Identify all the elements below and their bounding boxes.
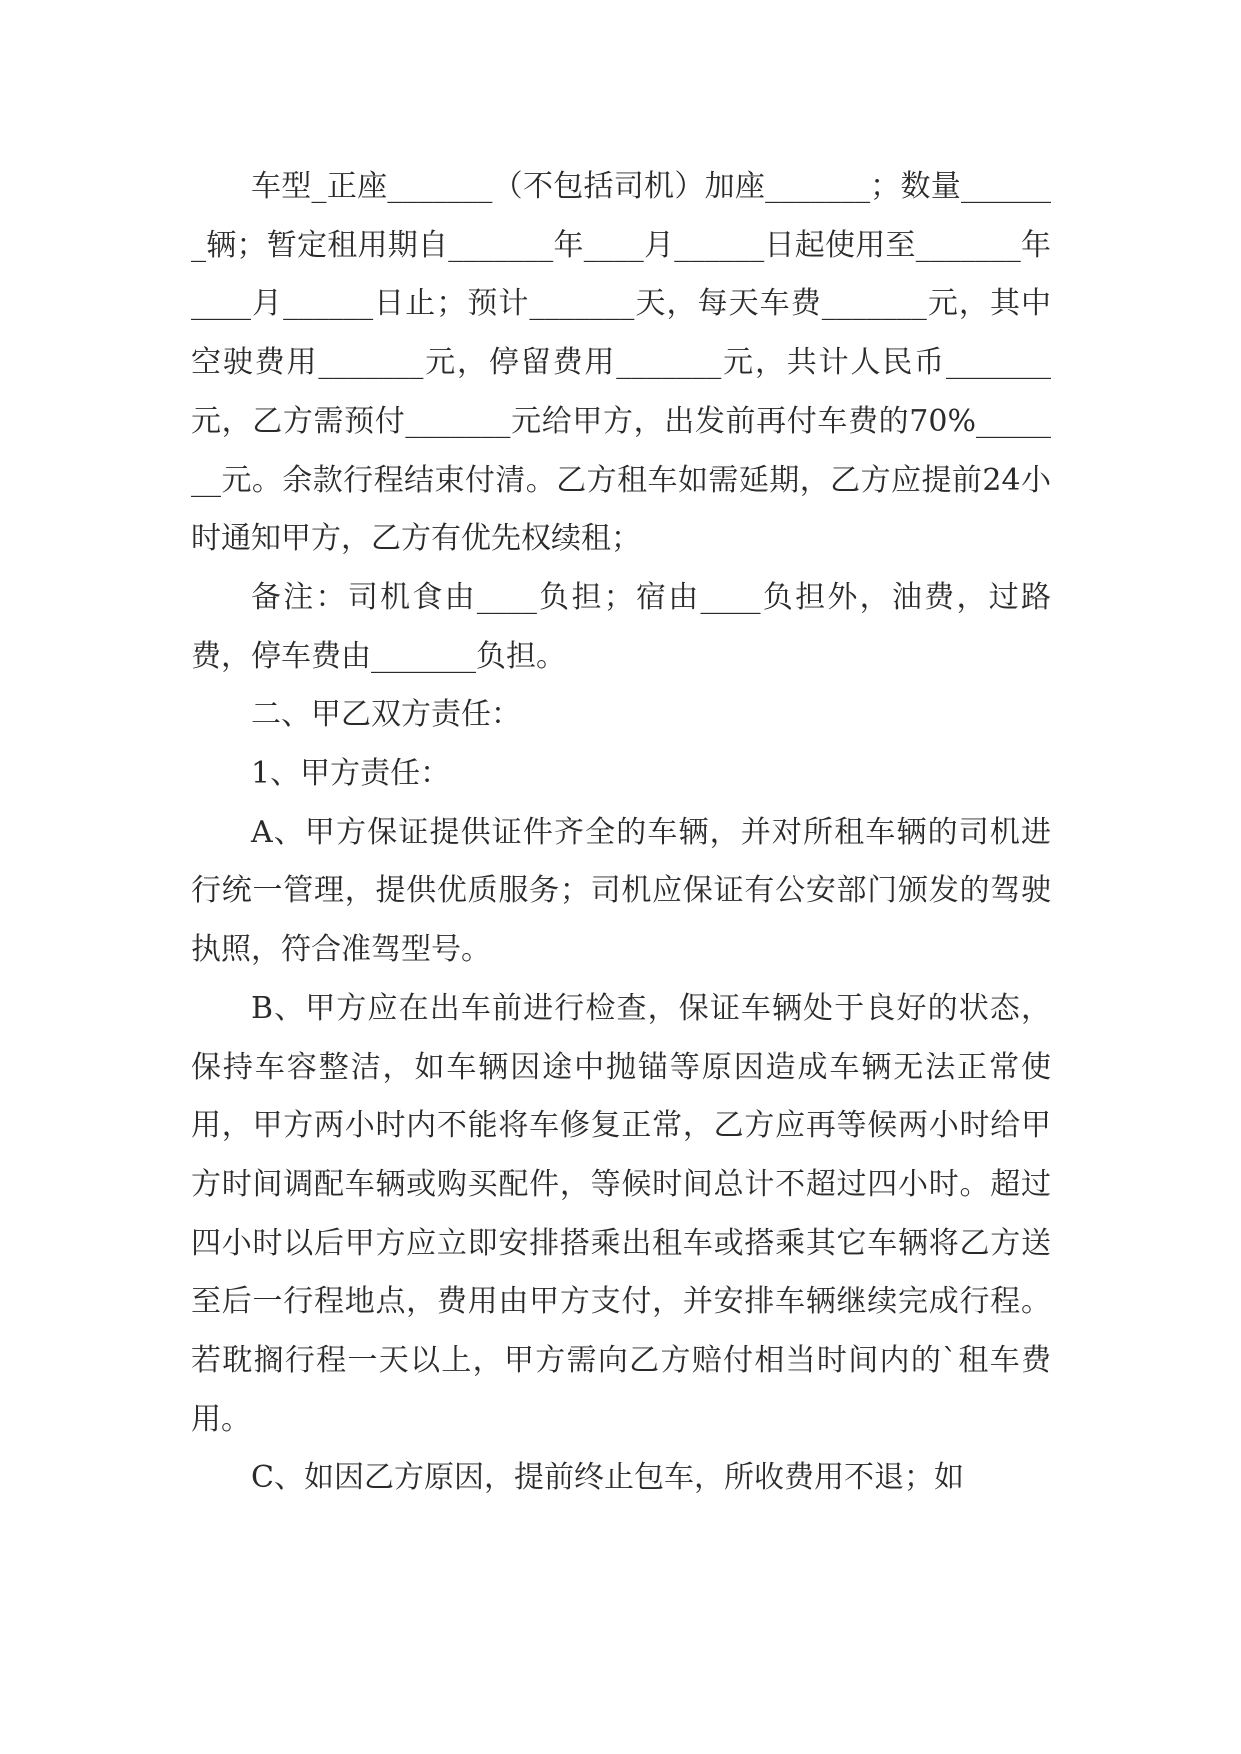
clause-b: B、甲方应在出车前进行检查，保证车辆处于良好的状态，保持车容整洁，如车辆因途中抛锚等原因造成车辆无法正常使用，甲方两小时内不能将车修复正常，乙方应再等候两小时给甲方时间调配车辆或购买配件，等候时间总计不超过四小时。超过四小时以后甲方应立即安排搭乘出租车或搭乘其它车辆将乙方送至后一行程地点，费用由甲方支付，并安排车辆继续完成行程。若耽搁行程一天以上，甲方需向乙方赔付相当时间内的`租车费用。 xyxy=(191,990,1051,1437)
section-heading-responsibilities: 二、甲乙双方责任： xyxy=(251,697,521,733)
subsection-heading-party-a: 1、甲方责任： xyxy=(251,756,451,792)
clause-a: A、甲方保证提供证件齐全的车辆，并对所租车辆的司机进行统一管理，提供优质服务；司机应保证有公安部门颁发的驾驶执照，符合准驾型号。 xyxy=(191,814,1051,968)
document-body xyxy=(191,158,1051,1508)
clause-c: C、如因乙方原因，提前终止包车，所收费用不退；如 xyxy=(251,1460,964,1496)
paragraph-remarks: 备注：司机食由____负担；宿由____负担外，油费，过路费，停车费由_______负担。 xyxy=(191,579,1051,674)
paragraph-rental-terms: 车型_正座_______（不包括司机）加座_______；数量_______辆；暂定租用期自_______年____月______日起使用至_______年____月______日止；预计_______天，每天车费_______元，其中空驶费用_______元，停留费用_______元，共计人民币_______元，乙方需预付_______元给甲方，出发前再付车费的70%_______元。余款行程结束付清。乙方租车如需延期，乙方应提前24小时通知甲方，乙方有优先权续租； xyxy=(191,169,1051,557)
